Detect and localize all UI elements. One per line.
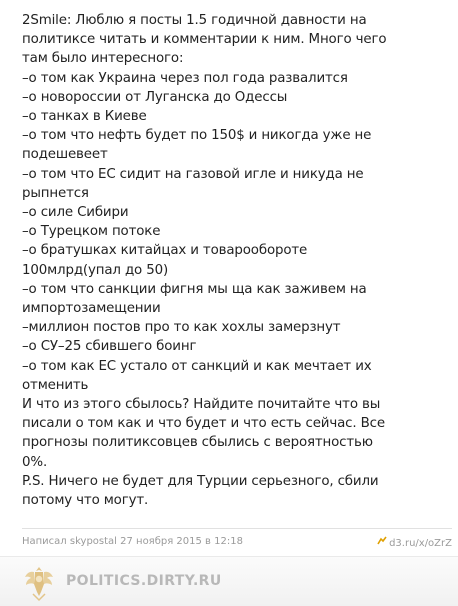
post-line: –о новороссии от Луганска до Одессы xyxy=(22,89,288,105)
post-line: прогнозы политиксовцев сбылись с вероятностью xyxy=(22,435,373,451)
post-line: –о танках в Киеве xyxy=(22,109,147,125)
post-line: импортозамещении xyxy=(22,301,161,317)
post-line: политиксе читать и комментарии к ним. Много чего xyxy=(22,32,387,48)
post-line: –о том что нефть будет по 150$ и никогда уже не xyxy=(22,128,372,144)
divider xyxy=(22,528,452,529)
post-line: И что из этого сбылось? Найдите почитайте что вы xyxy=(22,397,381,413)
post-short-link[interactable] xyxy=(377,536,452,549)
short-link-text: d3.ru/x/oZrZ xyxy=(389,538,452,549)
post-line: –о братушках китайцах и товарообороте xyxy=(22,243,308,259)
post-line: –о том что ЕС сидит на газовой игле и никуда не xyxy=(22,166,364,182)
post-line: рыпнется xyxy=(22,185,89,201)
post-body xyxy=(22,11,454,510)
site-footer xyxy=(0,556,458,606)
post-line: отменить xyxy=(22,377,89,393)
post-author-line[interactable]: Написал skypostal 27 ноября 2015 в 12:18 xyxy=(22,536,243,547)
post-line: –о том что санкции фигня мы ща как заживем на xyxy=(22,281,367,297)
post-line: потому что могут. xyxy=(22,493,149,509)
post-line: подешевеет xyxy=(22,147,108,163)
post-line: –о Турецком потоке xyxy=(22,224,161,240)
post-line: 2Smile: Люблю я посты 1.5 годичной давности на xyxy=(22,13,367,28)
site-name[interactable]: POLITICS.DIRTY.RU xyxy=(66,573,222,589)
post-line: –о СУ–25 сбившего боинг xyxy=(22,339,197,355)
post-line: писали о том как и что будет и что есть сейчас. Все xyxy=(22,416,385,432)
post-line: 0%. xyxy=(22,454,48,470)
post-line: –о том как ЕС устало от санкций и как мечтает их xyxy=(22,358,372,374)
post-line: там было интересного: xyxy=(22,51,184,67)
post-line: 100млрд(упал до 50) xyxy=(22,262,169,278)
eagle-emblem-icon xyxy=(22,564,56,602)
post-line: –о силе Сибири xyxy=(22,205,129,221)
post-line: –миллион постов про то как хохлы замерзнут xyxy=(22,320,341,336)
post-line: P.S. Ничего не будет для Турции серьезного, сбили xyxy=(22,473,379,489)
link-icon xyxy=(377,536,389,549)
post-line: –о том как Украина через пол года развалится xyxy=(22,70,348,86)
post-meta xyxy=(22,534,452,552)
